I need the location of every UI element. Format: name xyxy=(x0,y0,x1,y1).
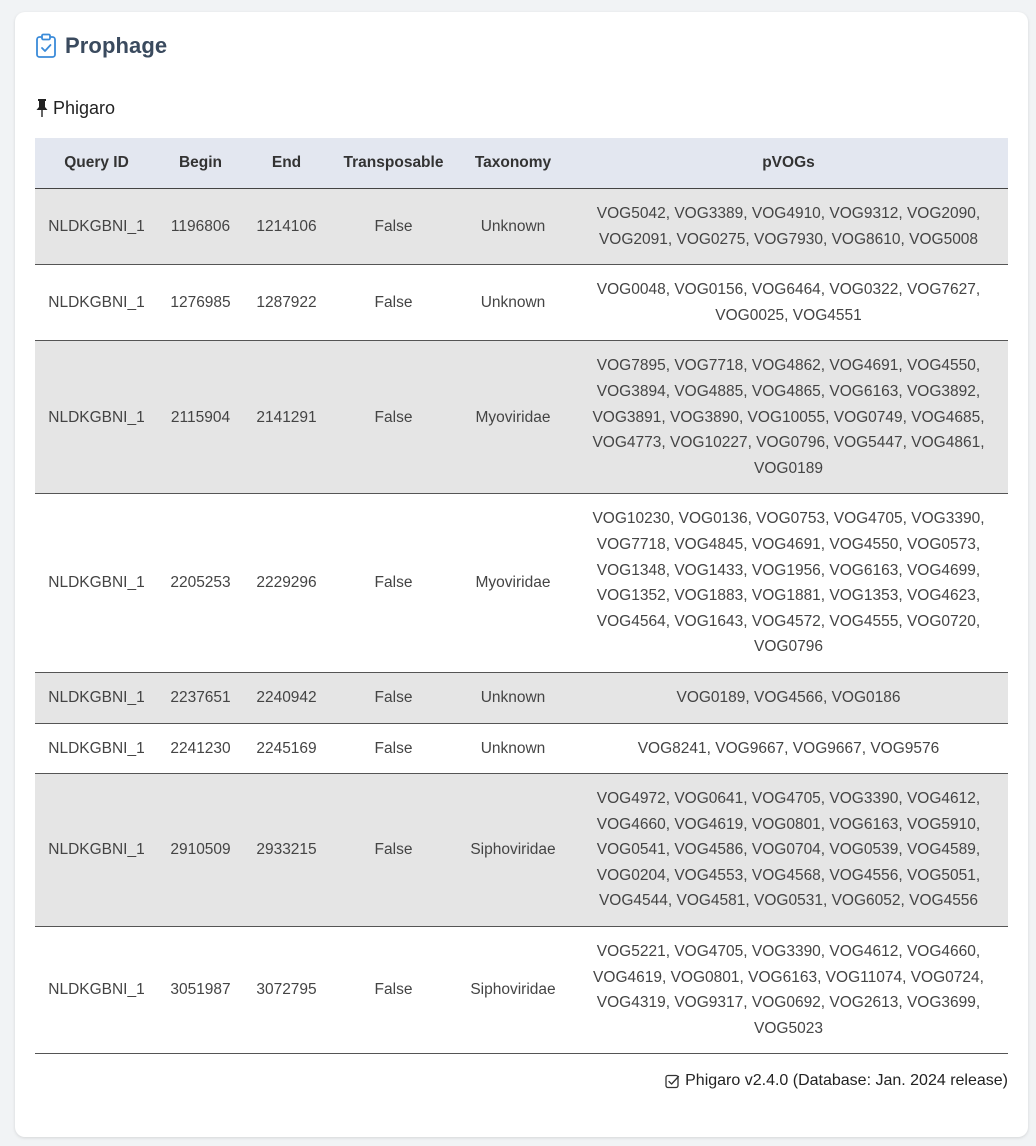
column-header-taxonomy[interactable]: Taxonomy xyxy=(457,138,569,189)
cell-transposable: False xyxy=(330,265,457,341)
cell-end: 2141291 xyxy=(243,341,330,494)
table-row xyxy=(35,672,1008,723)
cell-end: 1287922 xyxy=(243,265,330,341)
cell-transposable: False xyxy=(330,494,457,673)
cell-begin: 2205253 xyxy=(158,494,243,673)
cell-taxonomy: Myoviridae xyxy=(457,494,569,673)
cell-transposable: False xyxy=(330,927,457,1054)
prophage-card xyxy=(15,12,1028,1137)
table-row xyxy=(35,265,1008,341)
column-header-transposable[interactable]: Transposable xyxy=(330,138,457,189)
cell-taxonomy: Unknown xyxy=(457,723,569,774)
cell-end: 3072795 xyxy=(243,927,330,1054)
table-row xyxy=(35,774,1008,927)
cell-taxonomy: Siphoviridae xyxy=(457,774,569,927)
cell-end: 1214106 xyxy=(243,189,330,265)
cell-taxonomy: Unknown xyxy=(457,189,569,265)
column-header-begin[interactable]: Begin xyxy=(158,138,243,189)
pushpin-icon xyxy=(35,98,49,118)
cell-query-id: NLDKGBNI_1 xyxy=(35,265,158,341)
cell-query-id: NLDKGBNI_1 xyxy=(35,494,158,673)
table-row xyxy=(35,189,1008,265)
cell-pvogs: VOG0048, VOG0156, VOG6464, VOG0322, VOG7627, VOG0025, VOG4551 xyxy=(569,265,1008,341)
section-label: Phigaro xyxy=(53,97,116,118)
cell-query-id: NLDKGBNI_1 xyxy=(35,723,158,774)
cell-query-id: NLDKGBNI_1 xyxy=(35,189,158,265)
cell-taxonomy: Unknown xyxy=(457,265,569,341)
cell-end: 2240942 xyxy=(243,672,330,723)
cell-query-id: NLDKGBNI_1 xyxy=(35,672,158,723)
cell-begin: 1196806 xyxy=(158,189,243,265)
check-square-icon xyxy=(665,1074,680,1089)
column-header-end[interactable]: End xyxy=(243,138,330,189)
table-row xyxy=(35,341,1008,494)
prophage-table xyxy=(35,138,1008,1054)
cell-query-id: NLDKGBNI_1 xyxy=(35,341,158,494)
cell-end: 2229296 xyxy=(243,494,330,673)
cell-taxonomy: Unknown xyxy=(457,672,569,723)
cell-pvogs: VOG10230, VOG0136, VOG0753, VOG4705, VOG3390, VOG7718, VOG4845, VOG4691, VOG4550, VOG0573, VOG1348, VOG1433, VOG1956, VOG6163, VOG4699, VOG1352, VOG1883, VOG1881, VOG1353, VOG4623, VOG4564, VOG1643, VOG4572, VOG4555, VOG0720, VOG0796 xyxy=(569,494,1008,673)
cell-transposable: False xyxy=(330,672,457,723)
cell-pvogs: VOG7895, VOG7718, VOG4862, VOG4691, VOG4550, VOG3894, VOG4885, VOG4865, VOG6163, VOG3892, VOG3891, VOG3890, VOG10055, VOG0749, VOG4685, VOG4773, VOG10227, VOG0796, VOG5447, VOG4861, VOG0189 xyxy=(569,341,1008,494)
cell-taxonomy: Siphoviridae xyxy=(457,927,569,1054)
cell-transposable: False xyxy=(330,341,457,494)
table-row xyxy=(35,927,1008,1054)
cell-begin: 2115904 xyxy=(158,341,243,494)
clipboard-check-icon xyxy=(35,33,57,59)
column-header-query-id[interactable]: Query ID xyxy=(35,138,158,189)
cell-pvogs: VOG0189, VOG4566, VOG0186 xyxy=(569,672,1008,723)
cell-begin: 1276985 xyxy=(158,265,243,341)
cell-pvogs: VOG5042, VOG3389, VOG4910, VOG9312, VOG2090, VOG2091, VOG0275, VOG7930, VOG8610, VOG5008 xyxy=(569,189,1008,265)
cell-query-id: NLDKGBNI_1 xyxy=(35,927,158,1054)
cell-pvogs: VOG4972, VOG0641, VOG4705, VOG3390, VOG4612, VOG4660, VOG4619, VOG0801, VOG6163, VOG5910, VOG0541, VOG4586, VOG0704, VOG0539, VOG4589, VOG0204, VOG4553, VOG4568, VOG4556, VOG5051, VOG4544, VOG4581, VOG0531, VOG6052, VOG4556 xyxy=(569,774,1008,927)
cell-transposable: False xyxy=(330,723,457,774)
cell-transposable: False xyxy=(330,189,457,265)
column-header-pvogs[interactable]: pVOGs xyxy=(569,138,1008,189)
card-title: Prophage xyxy=(65,33,168,58)
cell-end: 2933215 xyxy=(243,774,330,927)
cell-query-id: NLDKGBNI_1 xyxy=(35,774,158,927)
cell-pvogs: VOG5221, VOG4705, VOG3390, VOG4612, VOG4660, VOG4619, VOG0801, VOG6163, VOG11074, VOG0724, VOG4319, VOG9317, VOG0692, VOG2613, VOG3699, VOG5023 xyxy=(569,927,1008,1054)
section-phigaro xyxy=(35,97,1008,119)
cell-begin: 2910509 xyxy=(158,774,243,927)
cell-begin: 2241230 xyxy=(158,723,243,774)
table-header-row xyxy=(35,138,1008,189)
cell-begin: 2237651 xyxy=(158,672,243,723)
cell-taxonomy: Myoviridae xyxy=(457,341,569,494)
version-note: Phigaro v2.4.0 (Database: Jan. 2024 release) xyxy=(685,1072,1008,1090)
table-footer xyxy=(35,1072,1008,1090)
card-header xyxy=(35,31,1008,61)
cell-transposable: False xyxy=(330,774,457,927)
table-row xyxy=(35,723,1008,774)
cell-pvogs: VOG8241, VOG9667, VOG9667, VOG9576 xyxy=(569,723,1008,774)
table-row xyxy=(35,494,1008,673)
cell-end: 2245169 xyxy=(243,723,330,774)
cell-begin: 3051987 xyxy=(158,927,243,1054)
